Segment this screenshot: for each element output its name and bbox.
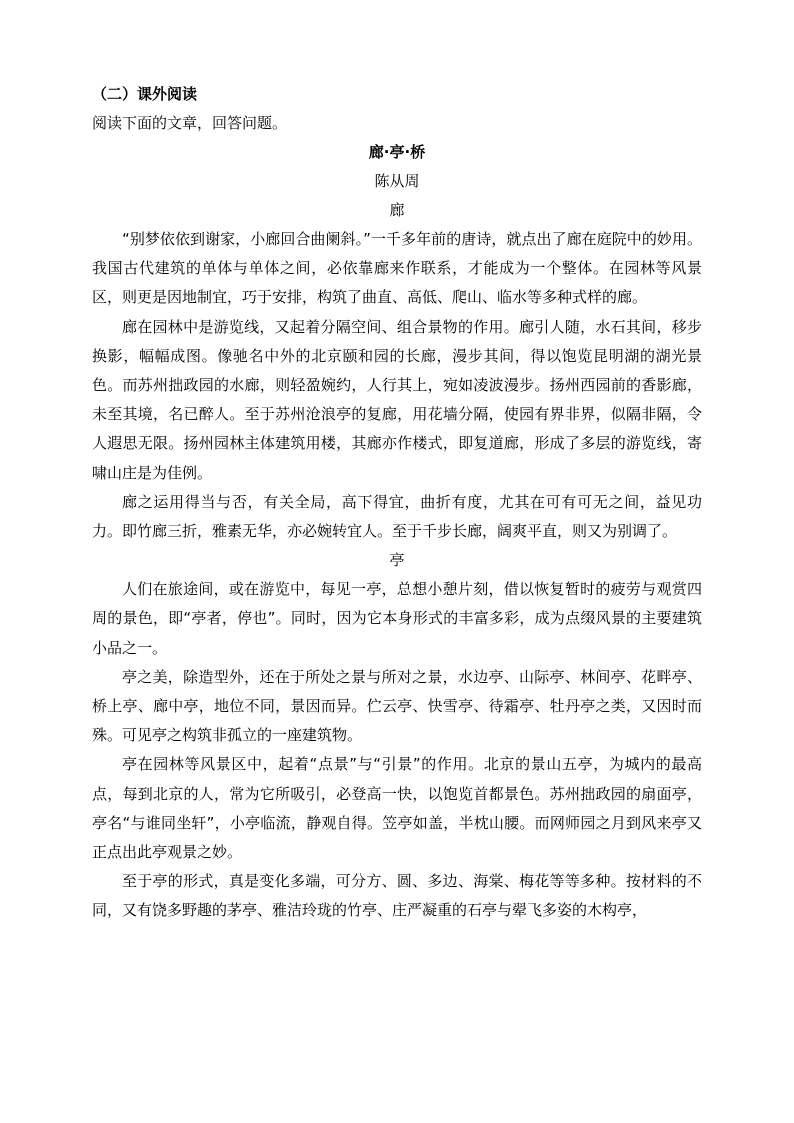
article-title: 廊·亭·桥 bbox=[368, 143, 426, 161]
article-author: 陈从周 bbox=[374, 172, 420, 190]
paragraph-ting-2: 亭之美，除造型外，还在于所处之景与所对之景，水边亭、山际亭、林间亭、花畔亭、桥上亭、廊中亭，地位不同，景因而异。伫云亭、快雪亭、待霜亭、牡丹亭之类，又因时而殊。可见亭之构筑非孤立的一座建筑物。 bbox=[92, 667, 702, 745]
paragraph-lang-1: “别梦依依到谢家，小廊回合曲阑斜。”一千多年前的唐诗，就点出了廊在庭院中的妙用。我国古代建筑的单体与单体之间，必依靠廊来作联系，才能成为一个整体。在园林等风景区，则更是因地制宜，巧于安排，构筑了曲直、高低、爬山、临水等多种式样的廊。 bbox=[92, 230, 702, 307]
paragraph-ting-4: 至于亭的形式，真是变化多端，可分方、圆、多边、海棠、梅花等等多种。按材料的不同，又有饶多野趣的茅亭、雅洁玲珑的竹亭、庄严凝重的石亭与翚飞多姿的木构亭， bbox=[92, 872, 702, 920]
section-heading-ting: 亭 bbox=[389, 551, 405, 570]
section-header: （二）课外阅读 bbox=[92, 85, 198, 103]
paragraph-lang-2: 廊在园林中是游览线，又起着分隔空间、组合景物的作用。廊引人随，水石其间，移步换影，幅幅成图。像驰名中外的北京颐和园的长廊，漫步其间，得以饱览昆明湖的湖光景色。而苏州拙政园的水廊，则轻盈婉约，人行其上，宛如凌波漫步。扬州西园前的香影廊，未至其境，名已醉人。至于苏州沧浪亭的复廊，用花墙分隔，使园有界非界，似隔非隔，令人遐思无限。扬州园林主体建筑用楼，其廊亦作楼式，即复道廊，形成了多层的游览线，寄啸山庄是为佳例。 bbox=[92, 317, 702, 482]
section-heading-lang: 廊 bbox=[389, 201, 405, 219]
instruction-text: 阅读下面的文章，回答问题。 bbox=[92, 114, 288, 132]
paragraph-ting-3: 亭在园林等风景区中，起着“点景”与“引景”的作用。北京的景山五亭，为城内的最高点，每到北京的人，常为它所吸引，必登高一快，以饱览首都景色。苏州拙政园的扇面亭，亭名“与谁同坐轩”，小亭临流，静观自得。笠亭如盖，半枕山腰。而网师园之月到风来亭又正点出此亭观景之妙。 bbox=[92, 755, 702, 862]
paragraph-ting-1: 人们在旅途间，或在游览中，每见一亭，总想小憩片刻，借以恢复暂时的疲劳与观赏四周的景色，即“亭者，停也”。同时，因为它本身形式的丰富多彩，成为点缀风景的主要建筑小品之一。 bbox=[92, 580, 702, 657]
document-content bbox=[92, 80, 702, 926]
paragraph-lang-3: 廊之运用得当与否，有关全局，高下得宜，曲折有度，尤其在可有可无之间，益见功力。即竹廊三折，雅素无华，亦必婉转宜人。至于千步长廊，阔爽平直，则又为别调了。 bbox=[92, 492, 702, 541]
